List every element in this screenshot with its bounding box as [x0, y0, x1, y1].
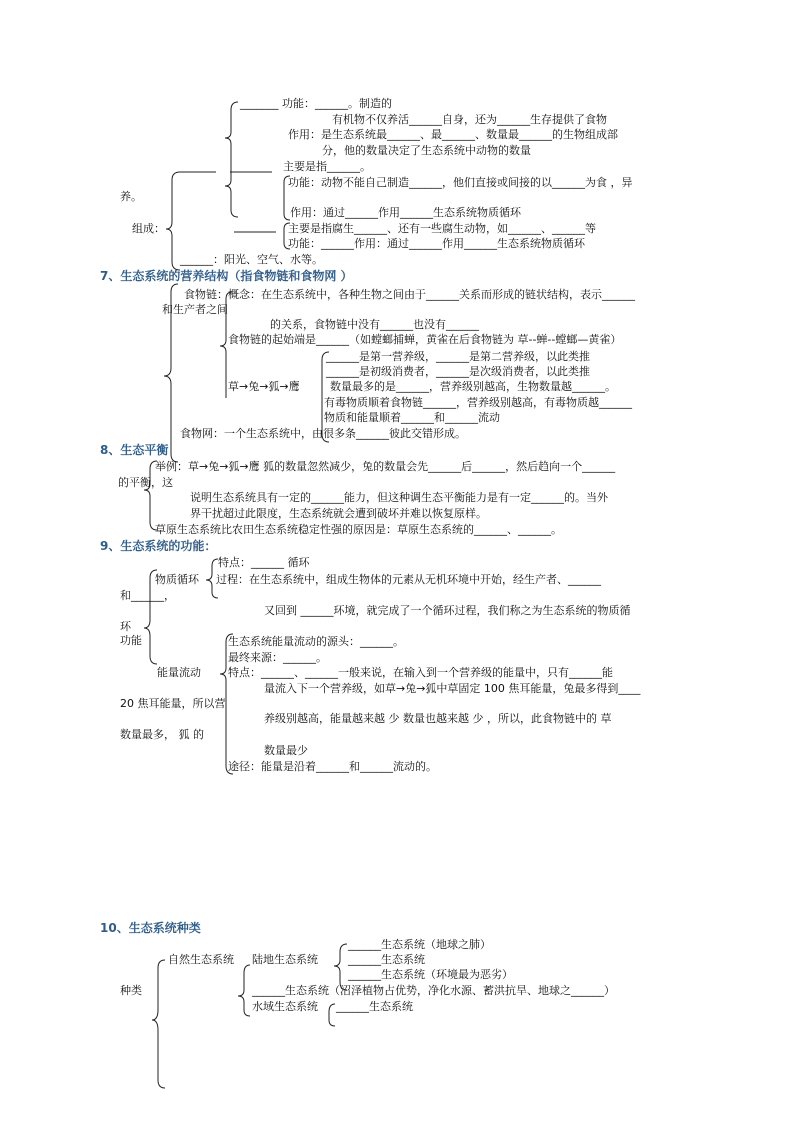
text-yang: 养。: [120, 190, 142, 203]
natural-ecosystem: 自然生态系统: [168, 953, 234, 966]
aquatic-ecosystem: 水域生态系统: [252, 1000, 318, 1013]
matter-cycle-label: 物质循环: [155, 573, 199, 586]
decomposer-function: 功能：______作用：通过______作用______生态系统物质循环: [288, 237, 585, 250]
text-huan: 环: [120, 620, 131, 633]
decomposer-main: 主要是指腐生______、还有一些腐生动物，如______、______等: [288, 222, 596, 235]
producer-function: _______ 功能：______。制造的: [240, 97, 392, 110]
energy-feature: 特点：______、______一般来说，在输入到一个营养级的能量中，只有______能: [228, 666, 613, 679]
producer-role-cont: 分，他的数量决定了生态系统中动物的数量: [322, 144, 531, 157]
grass-most: 数量最多， 狐 的: [120, 728, 204, 741]
producer-role: 作用：是生态系统最______、最______、数量最______的生物组成部: [288, 128, 618, 141]
cycle-process: 过程：在生态系统中，组成生物体的元素从无机环境中开始，经生产者、______: [216, 573, 601, 586]
section-7-heading: 7、生态系统的营养结构（指食物链和食物网 ）: [100, 269, 353, 283]
energy-levels: 养级别越高，能量越来越 少 数量也越来越 少 ，所以，此食物链中的 草: [264, 712, 612, 725]
balance-ability: 说明生态系统具有一定的______能力，但这种调生态平衡能力是有一定______的。当外: [190, 491, 608, 504]
energy-flow-label: 能量流动: [157, 666, 201, 679]
section-10-heading: 10、生态系统种类: [100, 921, 201, 935]
energy-pathway: 途径：能量是沿着______和______流动的。: [228, 760, 437, 773]
producer-text: 有机物不仅养活______自身，还为______生存提供了食物: [332, 113, 607, 126]
energy-feature-cont: 量流入下一个营养级，如草→兔→狐中草固定 100 焦耳能量，兔最多得到____: [264, 682, 641, 695]
balance-limit: 界干扰超过此限度，生态系统就会遭到破坏并难以恢复原样。: [190, 507, 487, 520]
abiotic-factors: ______：阳光、空气、水等。: [180, 253, 323, 266]
toxin-rule: 有毒物质顺着食物链______，营养级别越高，有毒物质越______: [324, 396, 632, 409]
wetland-ecosystem: ______生态系统（沼泽植物占优势，净化水源、蓄洪抗旱、地球之______）: [252, 984, 615, 997]
example-chain: 草→兔→狐→鹰: [228, 380, 300, 393]
composition-label: 组成：: [132, 222, 165, 235]
energy-source: 生态系统能量流动的源头：______。: [228, 635, 404, 648]
cycle-return: 又回到 ______环境，就完成了一个循环过程，我们称之为生态系统的物质循: [264, 604, 631, 617]
marine-ecosystem: ______生态系统: [336, 1000, 413, 1013]
fox-least: 数量最少: [264, 744, 308, 757]
food-chain-concept-cont: 和生产者之间: [162, 303, 228, 316]
forest-ecosystem: ______生态系统（地球之肺）: [348, 938, 491, 951]
function-label: 功能: [120, 634, 142, 647]
section-9-heading: 9、生态系统的功能：: [100, 539, 217, 553]
consumer-role: 作用：通过______作用______生态系统物质循环: [290, 206, 521, 219]
section-8-heading: 8、生态平衡: [100, 443, 169, 457]
consumer-function: 功能：动物不能自己制造______，他们直接或间接的以______为食 ，异: [288, 176, 633, 189]
food-chain-relation: 的关系，食物链中没有______也没有______: [270, 318, 479, 331]
terrestrial-ecosystem: 陆地生态系统: [252, 953, 318, 966]
cycle-process-cont: 和______，: [120, 589, 175, 602]
balance-example: 举例：草→兔→狐→鹰 狐的数量忽然减少，兔的数量会先______后______，然后趋向一个______: [155, 460, 616, 473]
matter-energy-flow: 物质和能量顺着______和______流动: [324, 411, 500, 424]
trophic-levels: ______是第一营养级，______是第二营养级，以此类推: [326, 350, 590, 363]
quantity-rule: 数量最多的是______，营养级别越高，生物数量越______。: [330, 380, 616, 393]
food-chain-start: 食物链的起始端是______（如螳螂捕蝉，黄雀在后食物链为 草--蝉--螳螂—黄雀）: [228, 333, 622, 346]
desert-ecosystem: ______生态系统（环境最为恶劣）: [348, 968, 513, 981]
grassland-ecosystem: ______生态系统: [348, 953, 425, 966]
energy-20j: 20 焦耳能量，所以营: [120, 697, 226, 710]
types-label: 种类: [120, 984, 142, 997]
balance-reason: 草原生态系统比农田生态系统稳定性强的原因是：草原生态系统的______、______。: [155, 523, 562, 536]
consumer-main: 主要是指______。: [283, 160, 371, 173]
food-web: 食物网：一个生态系统中，由很多条______彼此交错形成。: [180, 427, 466, 440]
energy-ultimate: 最终来源：______。: [228, 651, 327, 664]
cycle-feature: 特点：______ 循环: [218, 556, 310, 569]
consumer-levels: ______是初级消费者，______是次级消费者，以此类推: [326, 365, 590, 378]
food-chain-concept: 食物链：概念：在生态系统中，各种生物之间由于______关系而形成的链状结构，表示______: [184, 288, 635, 301]
balance-example-cont: 的平衡，这: [118, 476, 173, 489]
